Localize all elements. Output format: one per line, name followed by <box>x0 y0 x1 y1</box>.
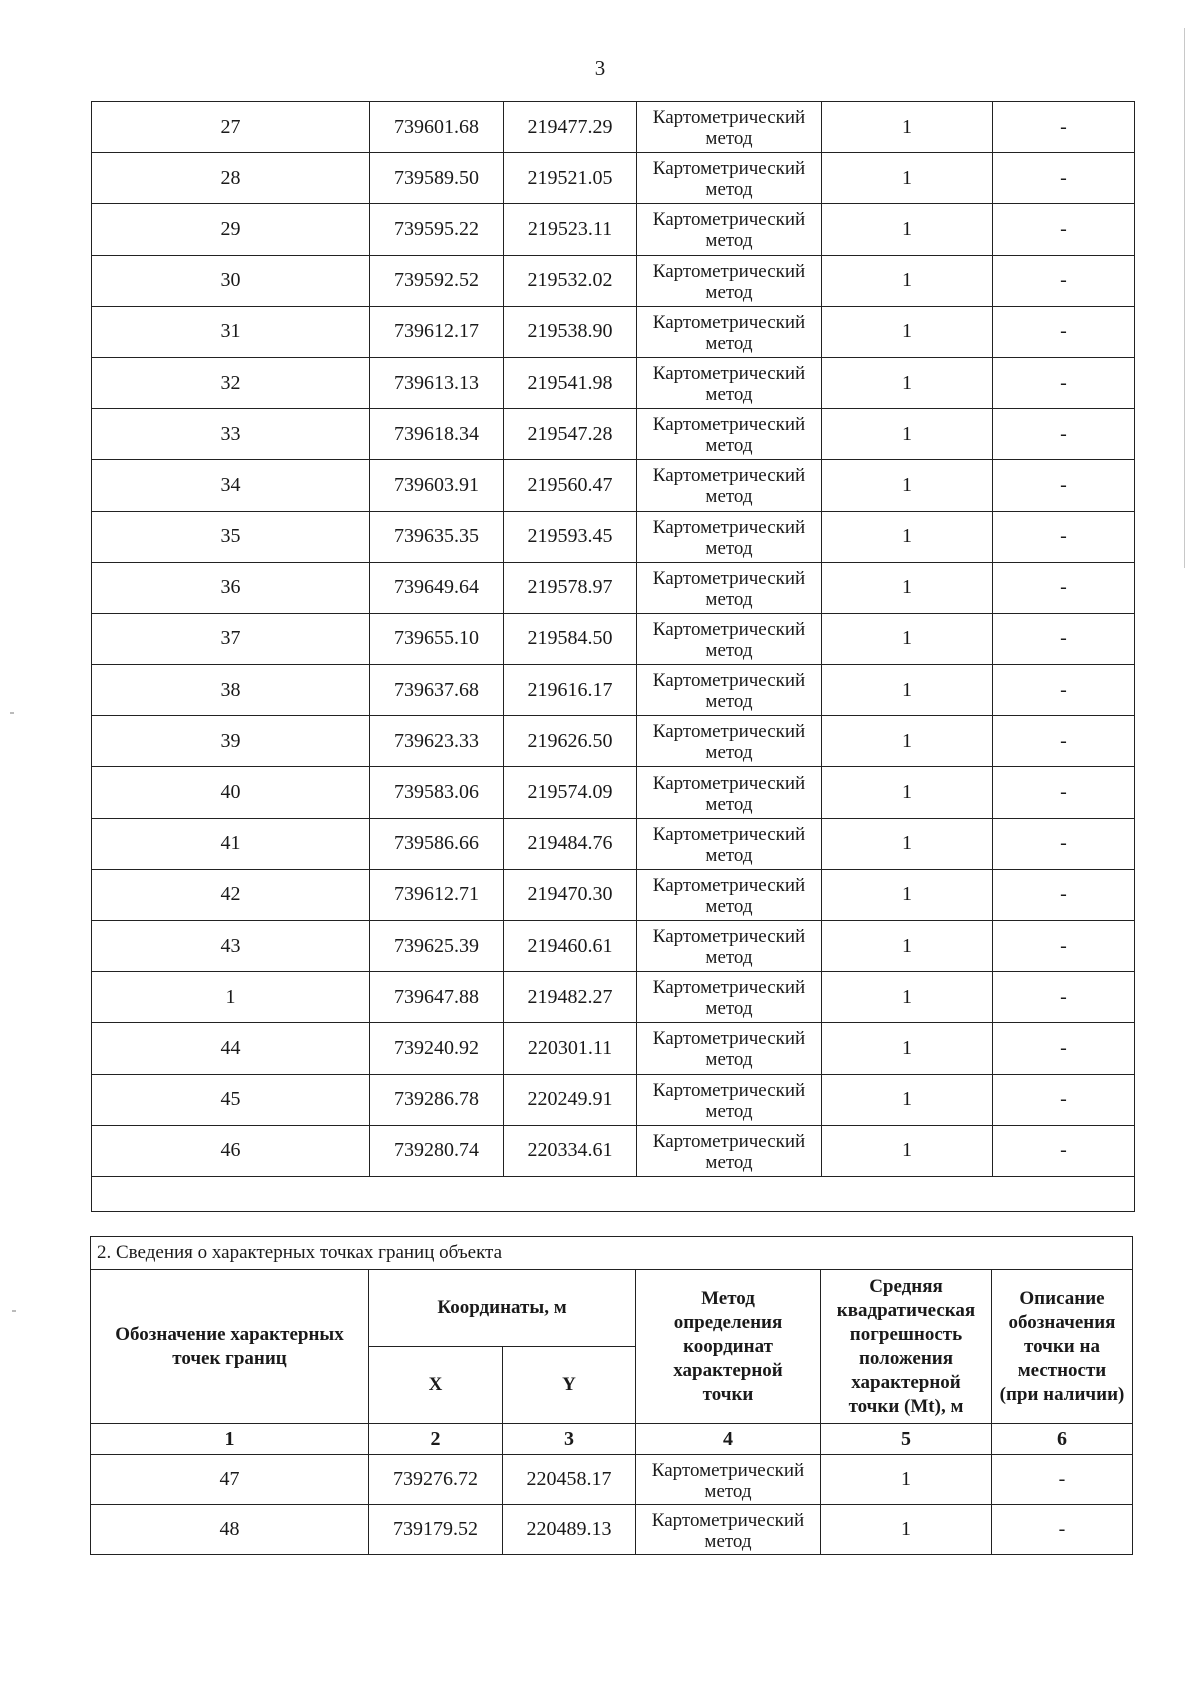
point-number: 45 <box>92 1074 370 1125</box>
table-row <box>92 1125 1135 1176</box>
x-coordinate: 739618.34 <box>370 409 504 460</box>
method-line-2: метод <box>705 895 753 917</box>
method-line-1: Картометрический <box>652 465 806 487</box>
point-number: 30 <box>92 255 370 306</box>
y-coordinate: 219484.76 <box>504 818 637 869</box>
point-number: 35 <box>92 511 370 562</box>
mt-value: 1 <box>822 1023 993 1074</box>
x-coordinate: 739635.35 <box>370 511 504 562</box>
method-line-1: Картометрический <box>651 1459 805 1481</box>
x-coordinate: 739649.64 <box>370 562 504 613</box>
method-line-1: Картометрический <box>652 311 806 333</box>
method-line-1: Картометрический <box>652 1079 806 1101</box>
method-cell <box>637 1125 822 1176</box>
method-line-2: метод <box>705 742 753 764</box>
mt-value: 1 <box>822 511 993 562</box>
method-line-2: метод <box>705 1151 753 1173</box>
mt-value: 1 <box>822 306 993 357</box>
y-coordinate: 219538.90 <box>504 306 637 357</box>
point-number: 47 <box>91 1455 369 1505</box>
y-coordinate: 220249.91 <box>504 1074 637 1125</box>
description: - <box>993 511 1135 562</box>
table-row <box>92 102 1135 153</box>
table-row <box>92 1023 1135 1074</box>
method-line-2: метод <box>705 384 753 406</box>
method-cell <box>636 1455 821 1505</box>
y-coordinate: 219547.28 <box>504 409 637 460</box>
method-cell <box>637 665 822 716</box>
description: - <box>993 716 1135 767</box>
mt-value: 1 <box>821 1505 992 1555</box>
boundary-points-table-body <box>91 1237 1133 1555</box>
x-coordinate: 739586.66 <box>370 818 504 869</box>
mt-value: 1 <box>822 767 993 818</box>
point-number: 40 <box>92 767 370 818</box>
mt-value: 1 <box>822 255 993 306</box>
empty-row <box>92 1176 1135 1211</box>
table-row <box>92 306 1135 357</box>
method-line-2: метод <box>705 332 753 354</box>
mt-value: 1 <box>822 409 993 460</box>
y-coordinate: 219616.17 <box>504 665 637 716</box>
method-cell <box>637 153 822 204</box>
mt-value: 1 <box>822 1125 993 1176</box>
method-line-2: метод <box>704 1480 752 1502</box>
table-row <box>91 1505 1133 1555</box>
table-row <box>91 1455 1133 1505</box>
x-coordinate: 739240.92 <box>370 1023 504 1074</box>
header-method: Метод определения координат характерной точки <box>636 1270 821 1424</box>
description: - <box>993 306 1135 357</box>
method-cell <box>637 716 822 767</box>
method-line-1: Картометрический <box>652 363 806 385</box>
method-cell <box>637 460 822 511</box>
table-row <box>92 409 1135 460</box>
table-row <box>92 818 1135 869</box>
scan-mark <box>12 1310 16 1312</box>
mt-value: 1 <box>822 818 993 869</box>
method-line-2: метод <box>705 639 753 661</box>
x-coordinate: 739612.71 <box>370 869 504 920</box>
method-cell <box>636 1505 821 1555</box>
description: - <box>993 613 1135 664</box>
page-number: 3 <box>594 56 606 80</box>
method-line-2: метод <box>705 486 753 508</box>
coordinates-table-body <box>92 102 1135 1212</box>
method-cell <box>637 511 822 562</box>
description: - <box>993 869 1135 920</box>
method-line-2: метод <box>705 844 753 866</box>
y-coordinate: 219560.47 <box>504 460 637 511</box>
table-row <box>92 255 1135 306</box>
column-number: 1 <box>91 1424 369 1455</box>
point-number: 33 <box>92 409 370 460</box>
point-number: 32 <box>92 357 370 408</box>
header-point-designation: Обозначение характерных точек границ <box>91 1270 369 1424</box>
method-line-2: метод <box>705 128 753 150</box>
mt-value: 1 <box>822 460 993 511</box>
method-cell <box>637 613 822 664</box>
column-number: 2 <box>369 1424 503 1455</box>
method-line-1: Картометрический <box>652 107 806 129</box>
point-number: 43 <box>92 921 370 972</box>
mt-value: 1 <box>822 869 993 920</box>
method-line-1: Картометрический <box>652 516 806 538</box>
description: - <box>993 767 1135 818</box>
description: - <box>993 1074 1135 1125</box>
y-coordinate: 219626.50 <box>504 716 637 767</box>
table-row <box>92 460 1135 511</box>
method-cell <box>637 972 822 1023</box>
y-coordinate: 219523.11 <box>504 204 637 255</box>
x-coordinate: 739179.52 <box>369 1505 503 1555</box>
method-line-1: Картометрический <box>652 414 806 436</box>
table-row <box>92 357 1135 408</box>
method-line-1: Картометрический <box>652 567 806 589</box>
table-row <box>92 972 1135 1023</box>
method-cell <box>637 102 822 153</box>
mt-value: 1 <box>822 102 993 153</box>
method-line-1: Картометрический <box>652 772 806 794</box>
description: - <box>993 972 1135 1023</box>
column-number: 4 <box>636 1424 821 1455</box>
description: - <box>993 255 1135 306</box>
point-number: 36 <box>92 562 370 613</box>
method-cell <box>637 818 822 869</box>
x-coordinate: 739601.68 <box>370 102 504 153</box>
method-line-1: Картометрический <box>652 721 806 743</box>
x-coordinate: 739280.74 <box>370 1125 504 1176</box>
mt-value: 1 <box>822 357 993 408</box>
section-title: 2. Сведения о характерных точках границ объекта <box>91 1237 1133 1270</box>
description: - <box>993 357 1135 408</box>
table-row <box>92 869 1135 920</box>
method-line-1: Картометрический <box>652 158 806 180</box>
mt-value: 1 <box>822 972 993 1023</box>
description: - <box>992 1455 1133 1505</box>
method-cell <box>637 306 822 357</box>
point-number: 28 <box>92 153 370 204</box>
method-line-2: метод <box>705 691 753 713</box>
header-mt: Средняя квадратическая погрешность положения характерной точки (Mt), м <box>821 1270 992 1424</box>
header-x: X <box>369 1347 503 1424</box>
method-line-2: метод <box>705 588 753 610</box>
boundary-points-table <box>90 1236 1133 1555</box>
column-number: 6 <box>992 1424 1133 1455</box>
method-cell <box>637 921 822 972</box>
mt-value: 1 <box>822 153 993 204</box>
scan-edge-line <box>1184 28 1185 568</box>
method-cell <box>637 1074 822 1125</box>
description: - <box>993 665 1135 716</box>
mt-value: 1 <box>822 921 993 972</box>
x-coordinate: 739625.39 <box>370 921 504 972</box>
point-number: 48 <box>91 1505 369 1555</box>
point-number: 46 <box>92 1125 370 1176</box>
x-coordinate: 739612.17 <box>370 306 504 357</box>
description: - <box>993 153 1135 204</box>
table-row <box>92 613 1135 664</box>
method-cell <box>637 562 822 613</box>
method-line-2: метод <box>705 947 753 969</box>
y-coordinate: 219593.45 <box>504 511 637 562</box>
description: - <box>993 204 1135 255</box>
description: - <box>993 409 1135 460</box>
method-cell <box>637 204 822 255</box>
column-numbers-row <box>91 1424 1133 1455</box>
method-cell <box>637 1023 822 1074</box>
y-coordinate: 219482.27 <box>504 972 637 1023</box>
point-number: 34 <box>92 460 370 511</box>
point-number: 37 <box>92 613 370 664</box>
method-line-1: Картометрический <box>652 670 806 692</box>
mt-value: 1 <box>822 613 993 664</box>
column-number: 3 <box>503 1424 636 1455</box>
x-coordinate: 739623.33 <box>370 716 504 767</box>
method-line-1: Картометрический <box>652 1028 806 1050</box>
x-coordinate: 739647.88 <box>370 972 504 1023</box>
y-coordinate: 219470.30 <box>504 869 637 920</box>
x-coordinate: 739286.78 <box>370 1074 504 1125</box>
method-line-2: метод <box>705 281 753 303</box>
method-line-2: метод <box>705 179 753 201</box>
description: - <box>993 460 1135 511</box>
mt-value: 1 <box>822 716 993 767</box>
table-row <box>92 716 1135 767</box>
mt-value: 1 <box>822 562 993 613</box>
method-cell <box>637 357 822 408</box>
point-number: 41 <box>92 818 370 869</box>
method-line-1: Картометрический <box>652 874 806 896</box>
mt-value: 1 <box>822 204 993 255</box>
description: - <box>993 102 1135 153</box>
method-line-1: Картометрический <box>652 823 806 845</box>
description: - <box>992 1505 1133 1555</box>
mt-value: 1 <box>821 1455 992 1505</box>
description: - <box>993 1125 1135 1176</box>
y-coordinate: 219541.98 <box>504 357 637 408</box>
description: - <box>993 818 1135 869</box>
x-coordinate: 739637.68 <box>370 665 504 716</box>
y-coordinate: 219584.50 <box>504 613 637 664</box>
method-line-1: Картометрический <box>652 926 806 948</box>
table-row <box>92 767 1135 818</box>
coordinates-table-continued <box>91 101 1135 1212</box>
method-line-2: метод <box>705 230 753 252</box>
method-line-1: Картометрический <box>652 977 806 999</box>
method-line-2: метод <box>705 998 753 1020</box>
x-coordinate: 739276.72 <box>369 1455 503 1505</box>
method-cell <box>637 767 822 818</box>
point-number: 1 <box>92 972 370 1023</box>
point-number: 42 <box>92 869 370 920</box>
y-coordinate: 220301.11 <box>504 1023 637 1074</box>
method-line-1: Картометрический <box>651 1509 805 1531</box>
table-row <box>92 1074 1135 1125</box>
table-row <box>92 511 1135 562</box>
scan-mark <box>10 712 14 714</box>
y-coordinate: 219578.97 <box>504 562 637 613</box>
method-line-2: метод <box>705 1049 753 1071</box>
method-cell <box>637 409 822 460</box>
y-coordinate: 219521.05 <box>504 153 637 204</box>
empty-cell <box>92 1176 1135 1211</box>
method-line-1: Картометрический <box>652 618 806 640</box>
table-row <box>92 204 1135 255</box>
table-row <box>92 562 1135 613</box>
method-line-1: Картометрический <box>652 260 806 282</box>
method-line-1: Картометрический <box>652 1130 806 1152</box>
x-coordinate: 739595.22 <box>370 204 504 255</box>
point-number: 39 <box>92 716 370 767</box>
y-coordinate: 219477.29 <box>504 102 637 153</box>
header-y: Y <box>503 1347 636 1424</box>
column-number: 5 <box>821 1424 992 1455</box>
point-number: 38 <box>92 665 370 716</box>
point-number: 27 <box>92 102 370 153</box>
y-coordinate: 220334.61 <box>504 1125 637 1176</box>
method-line-2: метод <box>705 537 753 559</box>
header-row <box>91 1270 1133 1347</box>
x-coordinate: 739613.13 <box>370 357 504 408</box>
method-line-2: метод <box>705 1100 753 1122</box>
table-row <box>92 665 1135 716</box>
method-cell <box>637 869 822 920</box>
y-coordinate: 219532.02 <box>504 255 637 306</box>
method-line-1: Картометрический <box>652 209 806 231</box>
table-row <box>92 921 1135 972</box>
method-line-2: метод <box>705 793 753 815</box>
mt-value: 1 <box>822 1074 993 1125</box>
y-coordinate: 220458.17 <box>503 1455 636 1505</box>
point-number: 31 <box>92 306 370 357</box>
point-number: 29 <box>92 204 370 255</box>
x-coordinate: 739592.52 <box>370 255 504 306</box>
x-coordinate: 739583.06 <box>370 767 504 818</box>
method-line-2: метод <box>705 435 753 457</box>
method-line-2: метод <box>704 1530 752 1552</box>
y-coordinate: 220489.13 <box>503 1505 636 1555</box>
section-title-row <box>91 1237 1133 1270</box>
x-coordinate: 739655.10 <box>370 613 504 664</box>
description: - <box>993 562 1135 613</box>
header-description: Описание обозначения точки на местности (при наличии) <box>992 1270 1133 1424</box>
mt-value: 1 <box>822 665 993 716</box>
point-number: 44 <box>92 1023 370 1074</box>
x-coordinate: 739603.91 <box>370 460 504 511</box>
header-coordinates: Координаты, м <box>369 1270 636 1347</box>
method-cell <box>637 255 822 306</box>
y-coordinate: 219460.61 <box>504 921 637 972</box>
table-row <box>92 153 1135 204</box>
description: - <box>993 921 1135 972</box>
description: - <box>993 1023 1135 1074</box>
y-coordinate: 219574.09 <box>504 767 637 818</box>
x-coordinate: 739589.50 <box>370 153 504 204</box>
